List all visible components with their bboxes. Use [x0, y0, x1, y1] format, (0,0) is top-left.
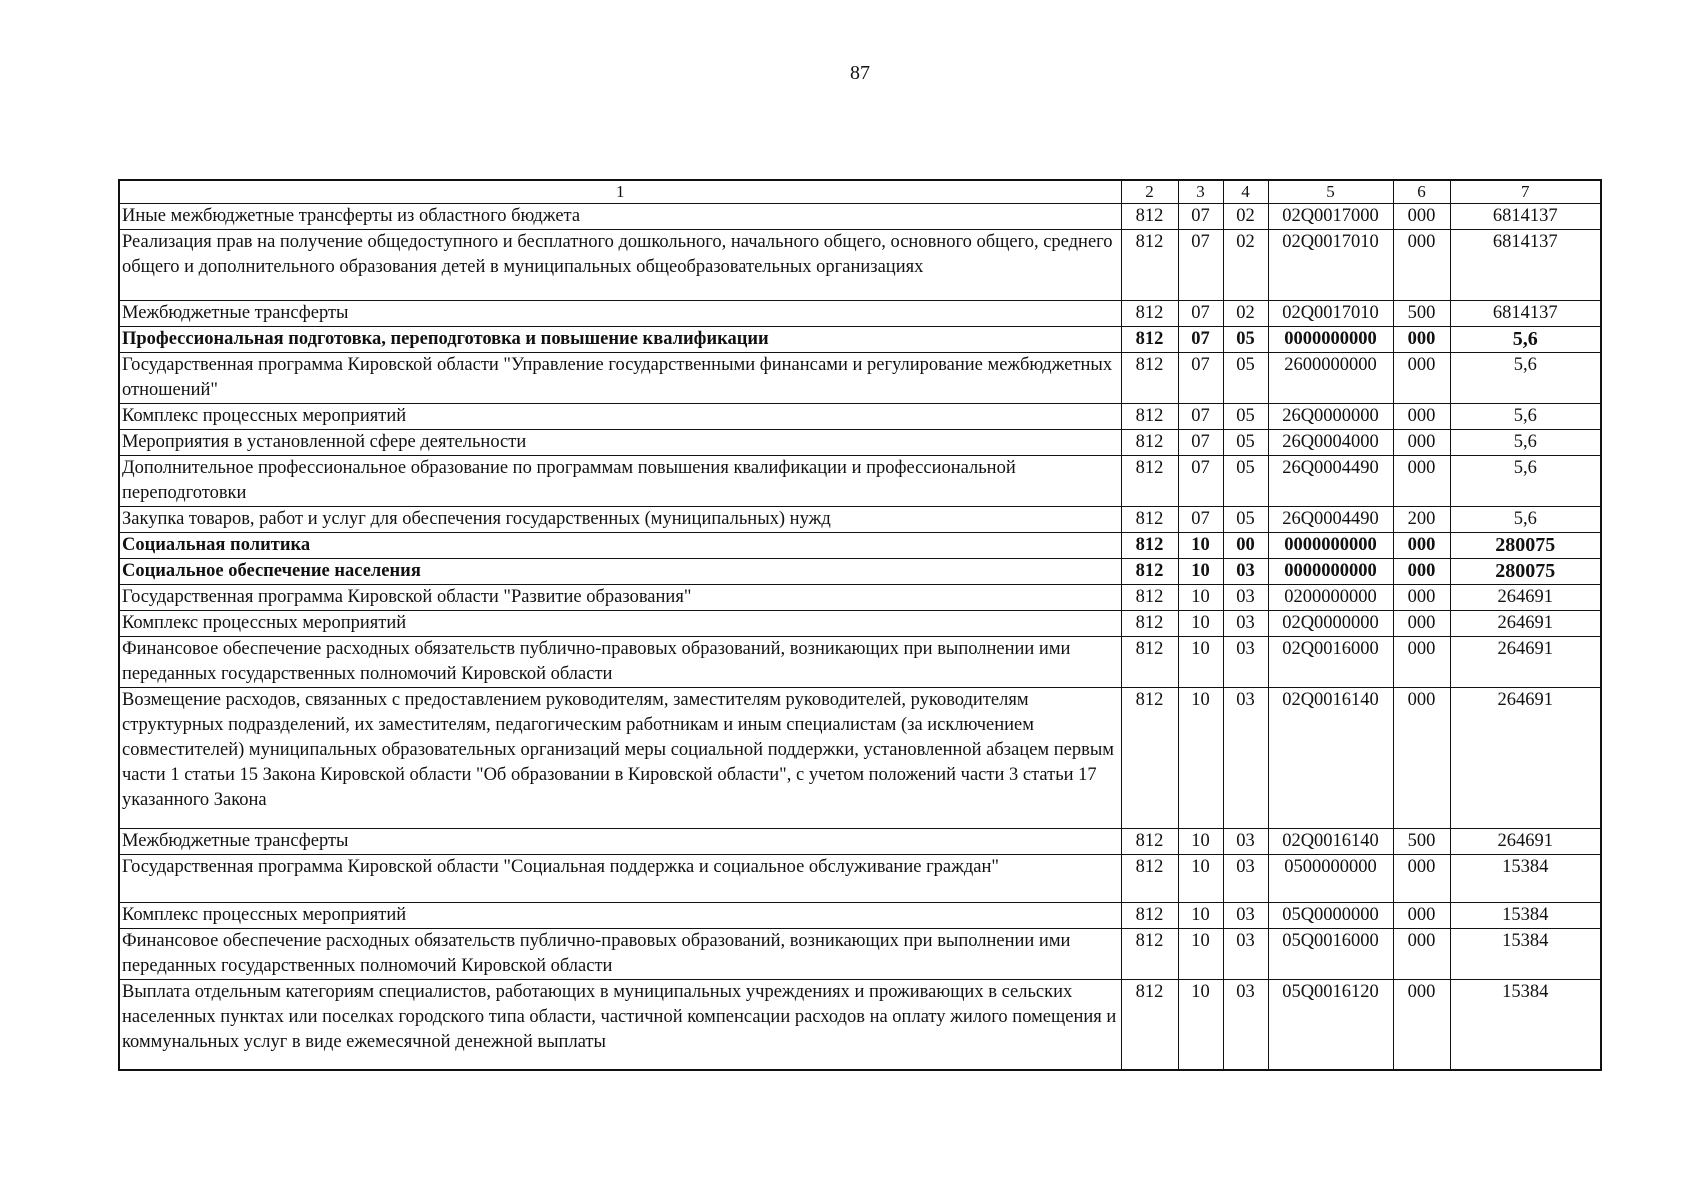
row-col-2: 812 [1121, 611, 1178, 637]
row-col-4: 03 [1223, 688, 1268, 829]
row-description: Профессиональная подготовка, переподготовка и повышение квалификации [119, 327, 1121, 353]
row-col-6: 000 [1393, 533, 1450, 559]
row-col-2: 812 [1121, 507, 1178, 533]
row-col-3: 07 [1178, 204, 1223, 230]
row-description: Дополнительное профессиональное образование по программам повышения квалификации и профессиональной переподготовки [119, 456, 1121, 507]
page-number: 87 [850, 62, 870, 84]
row-col-3: 07 [1178, 327, 1223, 353]
row-col-6: 200 [1393, 507, 1450, 533]
row-col-3: 07 [1178, 456, 1223, 507]
table-row [119, 404, 1601, 430]
row-col-3: 07 [1178, 404, 1223, 430]
row-col-4: 02 [1223, 204, 1268, 230]
row-description: Выплата отдельным категориям специалистов, работающих в муниципальных учреждениях и проживающих в сельских населенных пунктах или поселках городского типа области, частичной компенсации расходов на оплату жилого помещения и коммунальных услуг в виде ежемесячной денежной выплаты [119, 980, 1121, 1070]
row-description: Комплекс процессных мероприятий [119, 404, 1121, 430]
row-col-5: 0200000000 [1268, 585, 1393, 611]
table-row [119, 688, 1601, 829]
row-col-4: 03 [1223, 855, 1268, 903]
row-col-6: 000 [1393, 903, 1450, 929]
row-col-5: 0000000000 [1268, 559, 1393, 585]
row-col-5: 02Q0016140 [1268, 688, 1393, 829]
row-col-6: 000 [1393, 585, 1450, 611]
header-cell-2: 2 [1121, 180, 1178, 204]
row-col-7: 6814137 [1450, 204, 1601, 230]
row-col-5: 05Q0000000 [1268, 903, 1393, 929]
budget-table [118, 179, 1602, 1071]
row-col-3: 10 [1178, 533, 1223, 559]
row-col-4: 02 [1223, 301, 1268, 327]
row-description: Социальное обеспечение населения [119, 559, 1121, 585]
row-col-3: 10 [1178, 688, 1223, 829]
row-col-7: 5,6 [1450, 327, 1601, 353]
row-col-2: 812 [1121, 301, 1178, 327]
row-col-4: 03 [1223, 585, 1268, 611]
row-description: Иные межбюджетные трансферты из областного бюджета [119, 204, 1121, 230]
row-col-3: 10 [1178, 611, 1223, 637]
row-description: Мероприятия в установленной сфере деятельности [119, 430, 1121, 456]
header-cell-4: 4 [1223, 180, 1268, 204]
row-col-2: 812 [1121, 585, 1178, 611]
table-row [119, 353, 1601, 404]
row-col-7: 264691 [1450, 585, 1601, 611]
table-row [119, 301, 1601, 327]
table-row [119, 456, 1601, 507]
row-description: Межбюджетные трансферты [119, 301, 1121, 327]
row-col-6: 000 [1393, 327, 1450, 353]
row-col-2: 812 [1121, 430, 1178, 456]
row-col-4: 05 [1223, 456, 1268, 507]
row-description: Комплекс процессных мероприятий [119, 611, 1121, 637]
row-col-5: 02Q0017010 [1268, 230, 1393, 301]
header-cell-6: 6 [1393, 180, 1450, 204]
row-col-6: 000 [1393, 353, 1450, 404]
table-row [119, 507, 1601, 533]
row-col-6: 000 [1393, 611, 1450, 637]
table-row [119, 980, 1601, 1070]
row-col-3: 07 [1178, 430, 1223, 456]
row-col-2: 812 [1121, 404, 1178, 430]
row-col-4: 03 [1223, 611, 1268, 637]
row-col-5: 26Q0004490 [1268, 456, 1393, 507]
row-col-2: 812 [1121, 903, 1178, 929]
row-col-4: 03 [1223, 829, 1268, 855]
table-row [119, 327, 1601, 353]
row-col-5: 0500000000 [1268, 855, 1393, 903]
row-col-2: 812 [1121, 559, 1178, 585]
row-col-5: 02Q0017000 [1268, 204, 1393, 230]
row-col-6: 000 [1393, 404, 1450, 430]
row-col-4: 00 [1223, 533, 1268, 559]
row-col-2: 812 [1121, 230, 1178, 301]
row-col-2: 812 [1121, 980, 1178, 1070]
row-col-4: 03 [1223, 559, 1268, 585]
row-col-3: 07 [1178, 301, 1223, 327]
row-col-5: 02Q0000000 [1268, 611, 1393, 637]
row-col-5: 0000000000 [1268, 533, 1393, 559]
row-col-2: 812 [1121, 829, 1178, 855]
row-col-4: 05 [1223, 507, 1268, 533]
table-row [119, 829, 1601, 855]
table-row [119, 611, 1601, 637]
row-col-4: 02 [1223, 230, 1268, 301]
row-col-5: 26Q0000000 [1268, 404, 1393, 430]
row-col-6: 000 [1393, 204, 1450, 230]
row-col-6: 000 [1393, 688, 1450, 829]
row-col-7: 15384 [1450, 855, 1601, 903]
row-col-7: 5,6 [1450, 456, 1601, 507]
row-col-7: 5,6 [1450, 430, 1601, 456]
table-body [119, 204, 1601, 1070]
row-col-3: 10 [1178, 980, 1223, 1070]
row-col-6: 000 [1393, 855, 1450, 903]
header-row [119, 180, 1601, 204]
row-col-6: 000 [1393, 430, 1450, 456]
row-col-4: 05 [1223, 327, 1268, 353]
row-col-5: 2600000000 [1268, 353, 1393, 404]
table-row [119, 430, 1601, 456]
row-description: Государственная программа Кировской области "Развитие образования" [119, 585, 1121, 611]
row-col-3: 10 [1178, 903, 1223, 929]
row-col-6: 500 [1393, 829, 1450, 855]
row-description: Государственная программа Кировской области "Управление государственными финансами и регулирование межбюджетных отношений" [119, 353, 1121, 404]
row-col-7: 6814137 [1450, 301, 1601, 327]
row-col-3: 07 [1178, 507, 1223, 533]
row-col-2: 812 [1121, 688, 1178, 829]
row-col-7: 264691 [1450, 829, 1601, 855]
row-col-3: 10 [1178, 929, 1223, 980]
row-description: Возмещение расходов, связанных с предоставлением руководителям, заместителям руководителей, руководителям структурных подразделений, их заместителям, педагогическим работникам и иным специалистам (за исключением совместителей) муниципальных образовательных организаций меры социальной поддержки, установленной абзацем первым части 1 статьи 15 Закона Кировской области "Об образовании в Кировской области", с учетом положений части 3 статьи 17 указанного Закона [119, 688, 1121, 829]
row-col-2: 812 [1121, 637, 1178, 688]
table-row [119, 204, 1601, 230]
row-description: Комплекс процессных мероприятий [119, 903, 1121, 929]
row-col-7: 15384 [1450, 980, 1601, 1070]
table-header [119, 180, 1601, 204]
table-row [119, 585, 1601, 611]
row-col-4: 03 [1223, 903, 1268, 929]
row-col-7: 264691 [1450, 611, 1601, 637]
row-col-4: 05 [1223, 353, 1268, 404]
row-description: Закупка товаров, работ и услуг для обеспечения государственных (муниципальных) нужд [119, 507, 1121, 533]
row-col-7: 5,6 [1450, 353, 1601, 404]
row-col-7: 5,6 [1450, 404, 1601, 430]
row-col-2: 812 [1121, 533, 1178, 559]
row-col-6: 000 [1393, 929, 1450, 980]
table-row [119, 855, 1601, 903]
row-col-5: 26Q0004000 [1268, 430, 1393, 456]
row-col-7: 264691 [1450, 688, 1601, 829]
row-col-2: 812 [1121, 929, 1178, 980]
row-col-6: 000 [1393, 980, 1450, 1070]
row-description: Государственная программа Кировской области "Социальная поддержка и социальное обслуживание граждан" [119, 855, 1121, 903]
row-col-6: 000 [1393, 456, 1450, 507]
row-col-3: 10 [1178, 855, 1223, 903]
row-col-2: 812 [1121, 204, 1178, 230]
row-description: Реализация прав на получение общедоступного и бесплатного дошкольного, начального общего, основного общего, среднего общего и дополнительного образования детей в муниципальных общеобразовательных организациях [119, 230, 1121, 301]
row-col-7: 15384 [1450, 929, 1601, 980]
row-col-5: 05Q0016000 [1268, 929, 1393, 980]
row-col-3: 07 [1178, 353, 1223, 404]
row-col-6: 500 [1393, 301, 1450, 327]
row-col-5: 26Q0004490 [1268, 507, 1393, 533]
row-col-2: 812 [1121, 327, 1178, 353]
row-col-3: 10 [1178, 585, 1223, 611]
row-col-4: 05 [1223, 430, 1268, 456]
row-col-6: 000 [1393, 230, 1450, 301]
row-col-2: 812 [1121, 855, 1178, 903]
row-description: Межбюджетные трансферты [119, 829, 1121, 855]
header-cell-3: 3 [1178, 180, 1223, 204]
row-col-2: 812 [1121, 456, 1178, 507]
row-col-5: 02Q0016000 [1268, 637, 1393, 688]
row-col-3: 10 [1178, 829, 1223, 855]
row-col-3: 10 [1178, 637, 1223, 688]
row-col-3: 07 [1178, 230, 1223, 301]
row-col-5: 02Q0016140 [1268, 829, 1393, 855]
row-description: Финансовое обеспечение расходных обязательств публично-правовых образований, возникающих при выполнении ими переданных государственных полномочий Кировской области [119, 929, 1121, 980]
row-description: Финансовое обеспечение расходных обязательств публично-правовых образований, возникающих при выполнении ими переданных государственных полномочий Кировской области [119, 637, 1121, 688]
table-row [119, 903, 1601, 929]
row-col-7: 5,6 [1450, 507, 1601, 533]
row-col-7: 280075 [1450, 559, 1601, 585]
table-row [119, 533, 1601, 559]
table-row [119, 559, 1601, 585]
row-col-3: 10 [1178, 559, 1223, 585]
row-col-4: 05 [1223, 404, 1268, 430]
row-col-2: 812 [1121, 353, 1178, 404]
header-cell-5: 5 [1268, 180, 1393, 204]
row-col-7: 280075 [1450, 533, 1601, 559]
row-col-6: 000 [1393, 559, 1450, 585]
row-col-4: 03 [1223, 929, 1268, 980]
row-col-5: 02Q0017010 [1268, 301, 1393, 327]
row-col-4: 03 [1223, 980, 1268, 1070]
row-col-7: 6814137 [1450, 230, 1601, 301]
header-cell-7: 7 [1450, 180, 1601, 204]
table-row [119, 230, 1601, 301]
row-col-7: 264691 [1450, 637, 1601, 688]
table-row [119, 637, 1601, 688]
table-row [119, 929, 1601, 980]
row-col-7: 15384 [1450, 903, 1601, 929]
row-col-5: 05Q0016120 [1268, 980, 1393, 1070]
row-description: Социальная политика [119, 533, 1121, 559]
row-col-4: 03 [1223, 637, 1268, 688]
header-cell-1: 1 [119, 180, 1121, 204]
row-col-6: 000 [1393, 637, 1450, 688]
row-col-5: 0000000000 [1268, 327, 1393, 353]
